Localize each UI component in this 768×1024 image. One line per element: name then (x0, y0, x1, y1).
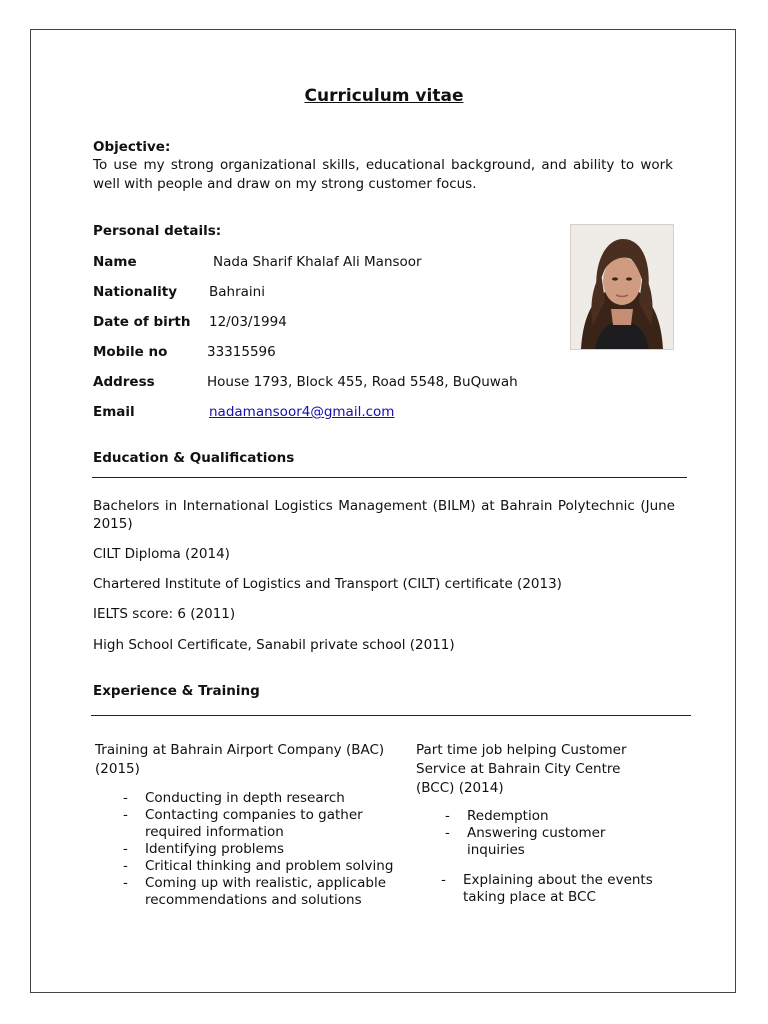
detail-value: 12/03/1994 (209, 314, 287, 330)
detail-label: Name (93, 254, 137, 270)
education-item: Bachelors in International Logistics Management (BILM) at Bahrain Polytechnic (June 2015) (93, 498, 675, 532)
detail-value: House 1793, Block 455, Road 5548, BuQuwah (207, 374, 518, 390)
detail-row-mobile (93, 344, 563, 364)
education-divider (92, 477, 687, 478)
education-item: CILT Diploma (2014) (93, 546, 230, 562)
detail-value: Bahraini (209, 284, 265, 300)
education-item: Chartered Institute of Logistics and Transport (CILT) certificate (2013) (93, 576, 562, 592)
experience-left-list (145, 790, 405, 909)
detail-row-nationality (93, 284, 563, 304)
detail-row-address (93, 374, 563, 394)
detail-row-date-of-birth (93, 314, 563, 334)
list-item: - Explaining about the events taking place at BCC (463, 872, 683, 906)
experience-left-title: Training at Bahrain Airport Company (BAC) (2015) (95, 742, 385, 777)
list-item: - Coming up with realistic, applicable recommendations and solutions (145, 875, 405, 909)
detail-label: Email (93, 404, 135, 420)
detail-label: Address (93, 374, 155, 390)
document-title: Curriculum vitae (304, 86, 464, 106)
experience-right-title: Part time job helping Customer Service at Bahrain City Centre (BCC) (2014) (416, 742, 627, 796)
profile-photo (570, 224, 674, 350)
experience-heading: Experience & Training (93, 683, 260, 699)
experience-right-extra-list (463, 872, 683, 906)
email-link[interactable]: nadamansoor4@gmail.com (209, 404, 395, 420)
list-item: - Identifying problems (145, 841, 405, 858)
personal-details-heading: Personal details: (93, 223, 222, 239)
objective-text: To use my strong organizational skills, educational background, and ability to work well with people and draw on my strong customer focus. (93, 157, 673, 192)
list-item: - Redemption (467, 808, 667, 825)
detail-value: 33315596 (207, 344, 276, 360)
list-item: - Answering customer inquiries (467, 825, 667, 859)
education-item: High School Certificate, Sanabil private school (2011) (93, 637, 455, 653)
list-item: - Contacting companies to gather required information (145, 807, 405, 841)
detail-label: Date of birth (93, 314, 191, 330)
objective-heading: Objective: (93, 139, 171, 155)
detail-label: Nationality (93, 284, 177, 300)
experience-divider (91, 715, 691, 716)
education-heading: Education & Qualifications (93, 450, 295, 466)
detail-label: Mobile no (93, 344, 168, 360)
list-item: - Critical thinking and problem solving (145, 858, 405, 875)
detail-row-name (93, 254, 563, 274)
detail-row-email (93, 404, 563, 424)
detail-value: Nada Sharif Khalaf Ali Mansoor (213, 254, 422, 270)
list-item: - Conducting in depth research (145, 790, 405, 807)
experience-right-list (467, 808, 667, 859)
education-item: IELTS score: 6 (2011) (93, 606, 236, 622)
